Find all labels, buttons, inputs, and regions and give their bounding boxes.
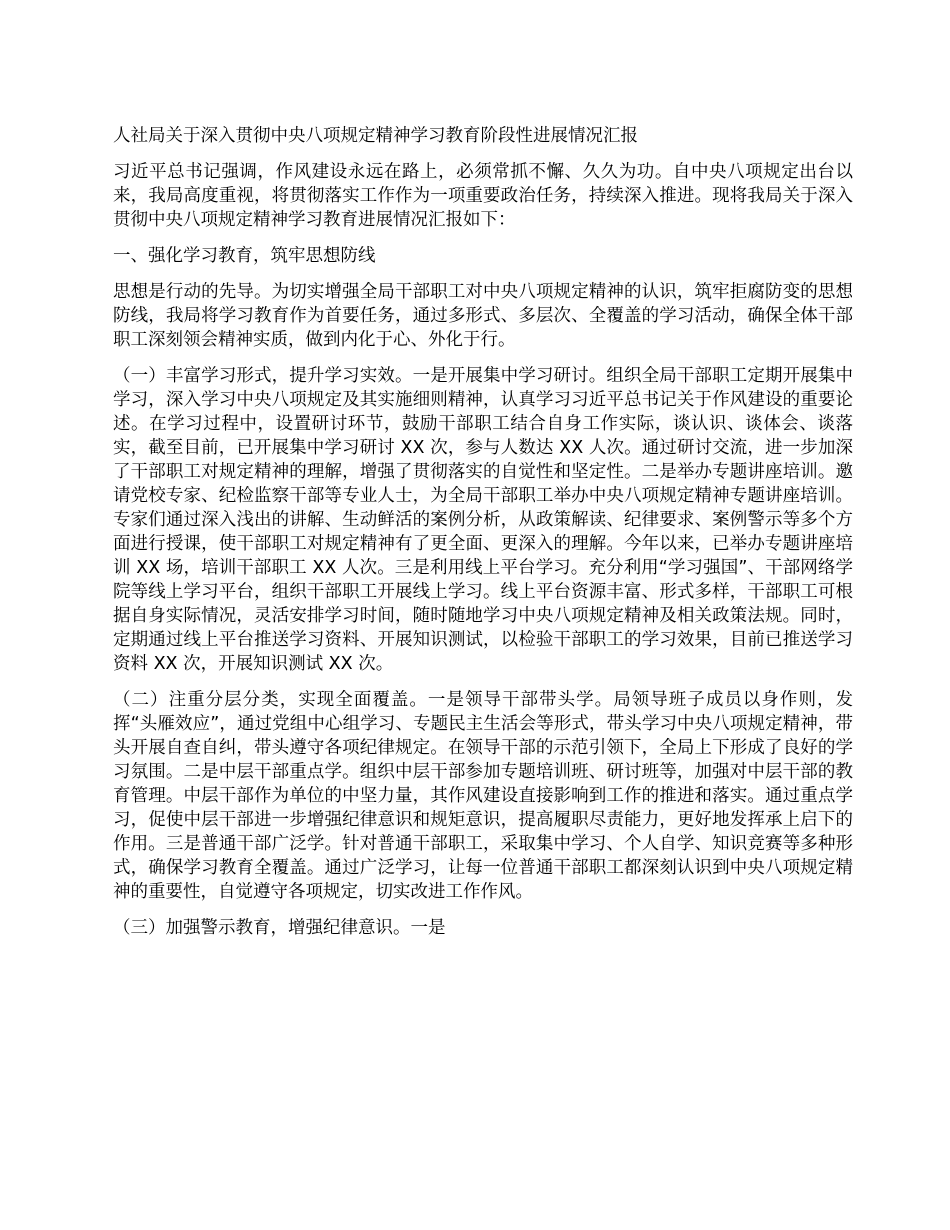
document-body bbox=[113, 124, 853, 952]
document-title: 人社局关于深入贯彻中央八项规定精神学习教育阶段性进展情况汇报 bbox=[113, 126, 638, 146]
intro-paragraph: 习近平总书记强调，作风建设永远在路上，必须常抓不懈、久久为功。自中央八项规定出台以来，我局高度重视，将贯彻落实工作作为一项重要政治任务，持续深入推进。现将我局关于深入贯彻中央八项规定精神学习教育进展情况汇报如下： bbox=[113, 162, 853, 230]
subsection-paragraph-1: （一）丰富学习形式，提升学习实效。一是开展集中学习研讨。组织全局干部职工定期开展集中学习，深入学习中央八项规定及其实施细则精神，认真学习习近平总书记关于作风建设的重要论述。在学习过程中，设置研讨环节，鼓励干部职工结合自身工作实际，谈认识、谈体会、谈落实，截至目前，已开展集中学习研讨 XX 次，参与人数达 XX 人次。通过研讨交流，进一步加深了干部职工对规定精神的理解，增强了贯彻落实的自觉性和坚定性。二是举办专题讲座培训。邀请党校专家、纪检监察干部等专业人士，为全局干部职工举办中央八项规定精神专题讲座培训。专家们通过深入浅出的讲解、生动鲜活的案例分析，从政策解读、纪律要求、案例警示等多个方面进行授课，使干部职工对规定精神有了更全面、更深入的理解。今年以来，已举办专题讲座培训 XX 场，培训干部职工 XX 人次。三是利用线上平台学习。充分利用“学习强国”、干部网络学院等线上学习平台，组织干部职工开展线上学习。线上平台资源丰富、形式多样，干部职工可根据自身实际情况，灵活安排学习时间，随时随地学习中央八项规定精神及相关政策法规。同时，定期通过线上平台推送学习资料、开展知识测试，以检验干部职工的学习效果，目前已推送学习资料 XX 次，开展知识测试 XX 次。 bbox=[113, 366, 853, 674]
subsection-paragraph-3: （三）加强警示教育，增强纪律意识。一是 bbox=[113, 918, 446, 938]
subsection-paragraph-2: （二）注重分层分类，实现全面覆盖。一是领导干部带头学。局领导班子成员以身作则，发挥“头雁效应”，通过党组中心组学习、专题民主生活会等形式，带头学习中央八项规定精神，带头开展自查自纠，带头遵守各项纪律规定。在领导干部的示范引领下，全局上下形成了良好的学习氛围。二是中层干部重点学。组织中层干部参加专题培训班、研讨班等，加强对中层干部的教育管理。中层干部作为单位的中坚力量，其作风建设直接影响到工作的推进和落实。通过重点学习，促使中层干部进一步增强纪律意识和规矩意识，提高履职尽责能力，更好地发挥承上启下的作用。三是普通干部广泛学。针对普通干部职工，采取集中学习、个人自学、知识竞赛等多种形式，确保学习教育全覆盖。通过广泛学习，让每一位普通干部职工都深刻认识到中央八项规定精神的重要性，自觉遵守各项规定，切实改进工作作风。 bbox=[113, 690, 853, 902]
section-intro-paragraph: 思想是行动的先导。为切实增强全局干部职工对中央八项规定精神的认识，筑牢拒腐防变的思想防线，我局将学习教育作为首要任务，通过多形式、多层次、全覆盖的学习活动，确保全体干部职工深刻领会精神实质，做到内化于心、外化于行。 bbox=[113, 282, 853, 350]
section-heading: 一、强化学习教育，筑牢思想防线 bbox=[113, 246, 376, 266]
